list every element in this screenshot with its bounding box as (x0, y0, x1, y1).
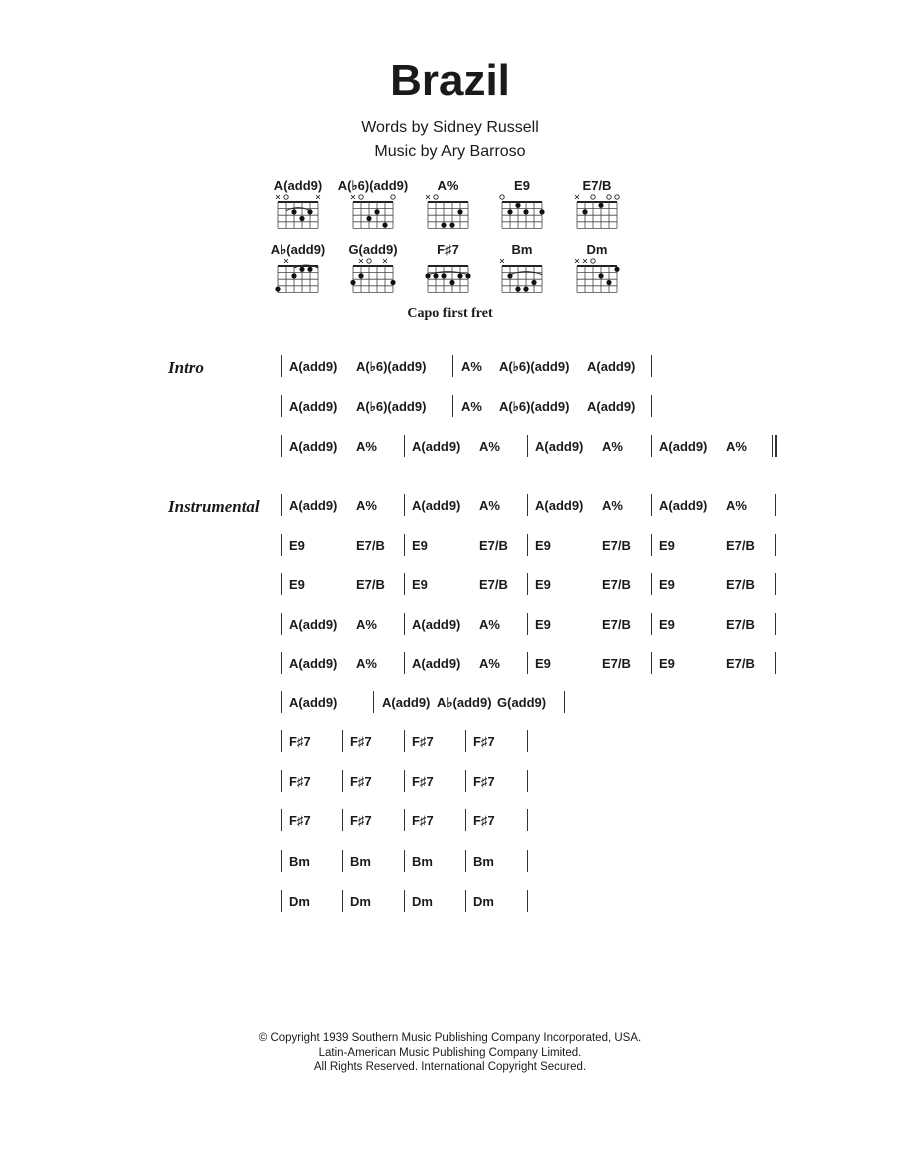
muted-string-marker: × (573, 192, 581, 202)
finger-dot (606, 280, 611, 285)
barline (775, 534, 776, 556)
chord-symbol: A(add9) (412, 439, 461, 454)
barline (281, 890, 282, 912)
words-credit: Words by Sidney Russell (361, 119, 539, 136)
barline (281, 730, 282, 752)
barline (342, 770, 343, 792)
chord-symbol: F♯7 (289, 813, 311, 828)
chord-symbol: A% (479, 617, 500, 632)
open-string-marker (391, 195, 395, 199)
barline (775, 613, 776, 635)
chord-symbol: A(add9) (412, 656, 461, 671)
muted-string-marker: × (282, 256, 290, 266)
copyright-line-1: © Copyright 1939 Southern Music Publishing Company Incorporated, USA. (258, 1032, 642, 1044)
barline (373, 691, 374, 713)
finger-dot (390, 280, 395, 285)
chord-symbol: A% (356, 656, 377, 671)
finger-dot (614, 267, 619, 272)
barline (281, 850, 282, 872)
finger-dot (507, 209, 512, 214)
barline (465, 890, 466, 912)
chord-diagram (498, 255, 546, 301)
chord-diagram-name: E9 (514, 178, 530, 193)
finger-dot (515, 287, 520, 292)
barline (404, 652, 405, 674)
muted-string-marker: × (498, 256, 506, 266)
chord-symbol: E7/B (356, 538, 385, 553)
open-string-marker (367, 259, 371, 263)
barline (281, 534, 282, 556)
chord-symbol: A(add9) (289, 359, 338, 374)
capo-note: Capo first fret (407, 306, 493, 321)
chord-symbol: A(add9) (412, 617, 461, 632)
barline (651, 395, 652, 417)
barline (281, 770, 282, 792)
chord-diagram-name: A(add9) (273, 178, 323, 193)
chord-symbol: Dm (289, 894, 310, 909)
barline (527, 652, 528, 674)
finger-dot (539, 209, 544, 214)
barline (342, 850, 343, 872)
finger-dot (374, 209, 379, 214)
finger-dot (531, 280, 536, 285)
chord-symbol: F♯7 (350, 734, 372, 749)
finger-dot (299, 216, 304, 221)
chord-symbol: F♯7 (473, 734, 495, 749)
chord-symbol: E9 (412, 577, 428, 592)
barline (775, 573, 776, 595)
chord-diagram-name: E7/B (582, 178, 612, 193)
finger-dot (457, 273, 462, 278)
copyright-line-2: Latin-American Music Publishing Company Limited. (318, 1046, 582, 1059)
chord-diagram (573, 255, 621, 301)
chord-symbol: A% (356, 617, 377, 632)
barline (281, 435, 282, 457)
barline (527, 730, 528, 752)
finger-dot (515, 203, 520, 208)
chord-symbol: A(♭6)(add9) (356, 359, 427, 374)
chord-symbol: Bm (289, 854, 310, 869)
barline (527, 890, 528, 912)
chord-symbol: E7/B (356, 577, 385, 592)
barline (281, 355, 282, 377)
barline (651, 435, 652, 457)
barline (564, 691, 565, 713)
chord-symbol: F♯7 (412, 813, 434, 828)
barline (527, 613, 528, 635)
chord-symbol: E7/B (726, 577, 755, 592)
chord-symbol: F♯7 (412, 734, 434, 749)
chord-symbol: A(add9) (659, 498, 708, 513)
barline (281, 809, 282, 831)
open-string-marker (591, 195, 595, 199)
chord-diagram-name: G(add9) (348, 242, 398, 257)
barline (465, 770, 466, 792)
open-string-marker (615, 195, 619, 199)
finger-dot (449, 223, 454, 228)
barline (452, 355, 453, 377)
finger-dot (441, 223, 446, 228)
muted-string-marker: × (381, 256, 389, 266)
chord-symbol: A(♭6)(add9) (356, 399, 427, 414)
barline (465, 730, 466, 752)
muted-string-marker: × (349, 192, 357, 202)
finger-dot (449, 280, 454, 285)
chord-diagram (274, 191, 322, 237)
chord-diagram-name: Bm (511, 242, 533, 257)
finger-dot (299, 267, 304, 272)
finger-dot (523, 287, 528, 292)
barline (281, 691, 282, 713)
barline (281, 613, 282, 635)
chord-symbol: A(♭6)(add9) (499, 399, 570, 414)
chord-diagram-name: F♯7 (437, 242, 459, 257)
finger-dot (465, 273, 470, 278)
muted-string-marker: × (573, 256, 581, 266)
barline (452, 395, 453, 417)
barline (527, 809, 528, 831)
barre-arc (286, 208, 310, 211)
barline (404, 494, 405, 516)
chord-diagram (349, 255, 397, 301)
barline (527, 435, 528, 457)
finger-dot (582, 209, 587, 214)
finger-dot (433, 273, 438, 278)
chord-symbol: Bm (473, 854, 494, 869)
barline (281, 652, 282, 674)
barline (404, 890, 405, 912)
chord-symbol: A% (479, 498, 500, 513)
barline (527, 534, 528, 556)
chord-symbol: E9 (659, 656, 675, 671)
chord-symbol: A% (479, 439, 500, 454)
chord-symbol: A(add9) (587, 359, 636, 374)
chord-symbol: G(add9) (497, 695, 547, 710)
chord-symbol: A(add9) (587, 399, 636, 414)
finger-dot (523, 209, 528, 214)
muted-string-marker: × (424, 192, 432, 202)
chord-symbol: Bm (412, 854, 433, 869)
muted-string-marker: × (274, 192, 282, 202)
final-double-barline (772, 435, 777, 457)
finger-dot (598, 273, 603, 278)
chord-symbol: E7/B (602, 538, 631, 553)
chord-symbol: E9 (535, 656, 551, 671)
barline (465, 850, 466, 872)
barline (775, 652, 776, 674)
music-credit: Music by Ary Barroso (374, 143, 526, 160)
barline (404, 534, 405, 556)
chord-symbol: E9 (535, 538, 551, 553)
finger-dot (358, 273, 363, 278)
barline (651, 494, 652, 516)
barline (342, 730, 343, 752)
chord-symbol: A(add9) (289, 439, 338, 454)
chord-diagram (424, 255, 472, 301)
open-string-marker (500, 195, 504, 199)
muted-string-marker: × (314, 192, 322, 202)
chord-symbol: E7/B (726, 656, 755, 671)
chord-diagram-name: A% (437, 178, 459, 193)
chord-symbol: E9 (412, 538, 428, 553)
barline (404, 850, 405, 872)
section-label-intro: Intro (168, 358, 204, 377)
chord-symbol: A(add9) (659, 439, 708, 454)
finger-dot (350, 280, 355, 285)
chord-symbol: E9 (289, 538, 305, 553)
finger-dot (507, 273, 512, 278)
chord-symbol: E7/B (726, 538, 755, 553)
finger-dot (457, 209, 462, 214)
chord-symbol: A(add9) (289, 617, 338, 632)
chord-symbol: E7/B (602, 617, 631, 632)
chord-symbol: Bm (350, 854, 371, 869)
chord-symbol: E7/B (479, 577, 508, 592)
barline (465, 809, 466, 831)
chord-symbol: F♯7 (289, 734, 311, 749)
barline (342, 890, 343, 912)
barline (651, 355, 652, 377)
chord-symbol: A% (726, 439, 747, 454)
barline (281, 573, 282, 595)
chord-symbol: E9 (535, 577, 551, 592)
chord-diagram (424, 191, 472, 237)
chord-symbol: A% (356, 439, 377, 454)
chord-diagram-name: A♭(add9) (270, 242, 326, 257)
barre-arc (428, 272, 468, 275)
barline (527, 573, 528, 595)
finger-dot (275, 287, 280, 292)
chord-symbol: E7/B (602, 577, 631, 592)
copyright-line-3: All Rights Reserved. International Copyright Secured. (313, 1061, 587, 1073)
open-string-marker (434, 195, 438, 199)
open-string-marker (284, 195, 288, 199)
chord-symbol: A% (461, 399, 482, 414)
barline (281, 494, 282, 516)
barline (651, 534, 652, 556)
chord-diagram (573, 191, 621, 237)
chord-symbol: A% (479, 656, 500, 671)
chord-symbol: E9 (659, 577, 675, 592)
chord-symbol: A(add9) (289, 498, 338, 513)
chord-diagram-name: Dm (586, 242, 608, 257)
chord-symbol: A(add9) (289, 399, 338, 414)
finger-dot (441, 273, 446, 278)
chord-symbol: F♯7 (412, 774, 434, 789)
barline (527, 850, 528, 872)
chord-symbol: A♭(add9) (437, 695, 492, 710)
barline (527, 770, 528, 792)
chord-symbol: F♯7 (350, 813, 372, 828)
chord-symbol: E9 (659, 617, 675, 632)
barline (404, 770, 405, 792)
open-string-marker (359, 195, 363, 199)
barline (651, 652, 652, 674)
chord-symbol: Dm (350, 894, 371, 909)
chord-symbol: A(add9) (412, 498, 461, 513)
finger-dot (307, 267, 312, 272)
chord-symbol: A% (602, 498, 623, 513)
finger-dot (307, 209, 312, 214)
chord-symbol: E9 (659, 538, 675, 553)
chord-symbol: E7/B (726, 617, 755, 632)
chord-symbol: Dm (412, 894, 433, 909)
barline (404, 435, 405, 457)
barline (651, 613, 652, 635)
chord-symbol: F♯7 (350, 774, 372, 789)
barline (281, 395, 282, 417)
chord-symbol: F♯7 (289, 774, 311, 789)
finger-dot (366, 216, 371, 221)
muted-string-marker: × (581, 256, 589, 266)
chord-symbol: A(add9) (535, 439, 584, 454)
barline (404, 613, 405, 635)
copyright-footer (0, 1031, 900, 1075)
barline (342, 809, 343, 831)
section-label-instrumental: Instrumental (168, 497, 260, 516)
chord-symbol: E7/B (479, 538, 508, 553)
chord-symbol: A(♭6)(add9) (499, 359, 570, 374)
chord-diagram (349, 191, 397, 237)
chord-symbol: A% (461, 359, 482, 374)
finger-dot (291, 273, 296, 278)
barline (404, 809, 405, 831)
barline (404, 730, 405, 752)
chord-symbol: A(add9) (289, 695, 338, 710)
barline (404, 573, 405, 595)
chord-diagram-name: A(♭6)(add9) (337, 178, 409, 193)
chord-symbol: A(add9) (289, 656, 338, 671)
chord-symbol: E7/B (602, 656, 631, 671)
chord-symbol: E9 (289, 577, 305, 592)
muted-string-marker: × (357, 256, 365, 266)
chord-symbol: A% (726, 498, 747, 513)
chord-diagram (274, 255, 322, 301)
chord-symbol: F♯7 (473, 774, 495, 789)
finger-dot (291, 209, 296, 214)
chord-symbol: F♯7 (473, 813, 495, 828)
barline (527, 494, 528, 516)
chord-symbol: A% (602, 439, 623, 454)
open-string-marker (607, 195, 611, 199)
chord-symbol: Dm (473, 894, 494, 909)
chord-symbol: E9 (535, 617, 551, 632)
open-string-marker (591, 259, 595, 263)
chord-diagram (498, 191, 546, 237)
finger-dot (382, 223, 387, 228)
finger-dot (425, 273, 430, 278)
song-title: Brazil (390, 56, 510, 105)
barline (775, 494, 776, 516)
chord-symbol: A(add9) (382, 695, 431, 710)
barline (651, 573, 652, 595)
chord-symbol: A% (356, 498, 377, 513)
chord-symbol: A(add9) (535, 498, 584, 513)
finger-dot (598, 203, 603, 208)
chord-diagram-grid (0, 0, 900, 330)
